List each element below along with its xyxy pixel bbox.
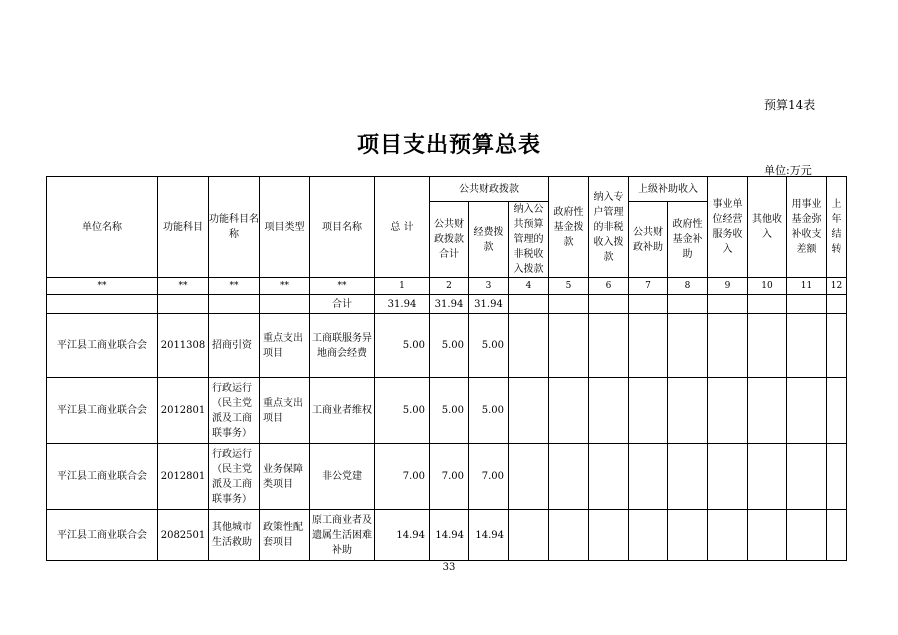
row-type: 业务保障类项目 bbox=[260, 444, 310, 510]
index-cell: ** bbox=[310, 278, 375, 295]
row-unit: 平江县工商业联合会 bbox=[47, 510, 158, 561]
sum-total: 31.94 bbox=[375, 295, 430, 314]
row-unit: 平江县工商业联合会 bbox=[47, 444, 158, 510]
row-expense: 14.94 bbox=[469, 510, 509, 561]
header-row-1 bbox=[47, 177, 847, 202]
header-public-budget-nontax: 纳入公共预算管理的非税收入拨款 bbox=[509, 202, 549, 278]
row-code: 2011308 bbox=[158, 314, 209, 378]
index-cell: 7 bbox=[629, 278, 668, 295]
sum-label: 合计 bbox=[310, 295, 375, 314]
row-total: 14.94 bbox=[375, 510, 430, 561]
index-cell: 8 bbox=[668, 278, 708, 295]
table-row bbox=[47, 378, 847, 444]
row-expense: 5.00 bbox=[469, 314, 509, 378]
row-type: 重点支出项目 bbox=[260, 314, 310, 378]
row-subject: 行政运行（民主党派及工商联事务） bbox=[209, 378, 260, 444]
row-project: 工商联服务异地商会经费 bbox=[310, 314, 375, 378]
row-pf-total: 5.00 bbox=[430, 314, 469, 378]
page-number: 33 bbox=[442, 562, 456, 573]
table-row bbox=[47, 444, 847, 510]
index-row bbox=[47, 278, 847, 295]
row-unit: 平江县工商业联合会 bbox=[47, 378, 158, 444]
sum-pf-total: 31.94 bbox=[430, 295, 469, 314]
row-expense: 7.00 bbox=[469, 444, 509, 510]
index-cell: ** bbox=[209, 278, 260, 295]
header-special-nontax: 纳入专户管理的非税收入拨款 bbox=[589, 177, 629, 278]
page-title: 项目支出预算总表 bbox=[356, 132, 541, 158]
header-carryover: 上年结转 bbox=[827, 177, 847, 278]
header-public-finance: 公共财政拨款 bbox=[430, 177, 549, 202]
index-cell: 12 bbox=[827, 278, 847, 295]
header-fund-offset: 用事业基金弥补收支差额 bbox=[787, 177, 827, 278]
row-expense: 5.00 bbox=[469, 378, 509, 444]
header-business-income: 事业单位经营服务收入 bbox=[708, 177, 748, 278]
header-public-finance-subsidy: 公共财政补助 bbox=[629, 202, 668, 278]
row-type: 政策性配套项目 bbox=[260, 510, 310, 561]
index-cell: ** bbox=[47, 278, 158, 295]
row-subject: 行政运行（民主党派及工商联事务） bbox=[209, 444, 260, 510]
row-pf-total: 14.94 bbox=[430, 510, 469, 561]
table-row bbox=[47, 314, 847, 378]
header-other-income: 其他收入 bbox=[748, 177, 787, 278]
header-func-subject: 功能科目 bbox=[158, 177, 209, 278]
budget-table bbox=[46, 176, 847, 561]
unit-label: 单位:万元 bbox=[764, 164, 812, 177]
row-total: 5.00 bbox=[375, 378, 430, 444]
header-project-type: 项目类型 bbox=[260, 177, 310, 278]
sum-expense: 31.94 bbox=[469, 295, 509, 314]
sum-row bbox=[47, 295, 847, 314]
row-pf-total: 5.00 bbox=[430, 378, 469, 444]
index-cell: 3 bbox=[469, 278, 509, 295]
row-type: 重点支出项目 bbox=[260, 378, 310, 444]
index-cell: ** bbox=[260, 278, 310, 295]
row-total: 5.00 bbox=[375, 314, 430, 378]
header-total: 总 计 bbox=[375, 177, 430, 278]
header-project-name: 项目名称 bbox=[310, 177, 375, 278]
header-gov-fund: 政府性基金拨款 bbox=[549, 177, 589, 278]
header-public-finance-total: 公共财政拨款合计 bbox=[430, 202, 469, 278]
header-expense-alloc: 经费拨款 bbox=[469, 202, 509, 278]
index-cell: 11 bbox=[787, 278, 827, 295]
row-pf-total: 7.00 bbox=[430, 444, 469, 510]
index-cell: 1 bbox=[375, 278, 430, 295]
row-project: 非公党建 bbox=[310, 444, 375, 510]
row-project: 工商业者维权 bbox=[310, 378, 375, 444]
index-cell: 5 bbox=[549, 278, 589, 295]
row-project: 原工商业者及遗属生活困难补助 bbox=[310, 510, 375, 561]
row-subject: 其他城市生活救助 bbox=[209, 510, 260, 561]
index-cell: 4 bbox=[509, 278, 549, 295]
index-cell: ** bbox=[158, 278, 209, 295]
row-total: 7.00 bbox=[375, 444, 430, 510]
table-row bbox=[47, 510, 847, 561]
header-gov-fund-subsidy: 政府性基金补助 bbox=[668, 202, 708, 278]
index-cell: 9 bbox=[708, 278, 748, 295]
row-unit: 平江县工商业联合会 bbox=[47, 314, 158, 378]
index-cell: 6 bbox=[589, 278, 629, 295]
row-code: 2012801 bbox=[158, 444, 209, 510]
row-code: 2012801 bbox=[158, 378, 209, 444]
index-cell: 2 bbox=[430, 278, 469, 295]
header-func-subject-name: 功能科目名称 bbox=[209, 177, 260, 278]
table-tag: 预算14表 bbox=[764, 98, 816, 112]
row-code: 2082501 bbox=[158, 510, 209, 561]
header-unit-name: 单位名称 bbox=[47, 177, 158, 278]
header-upper-subsidy: 上级补助收入 bbox=[629, 177, 708, 202]
index-cell: 10 bbox=[748, 278, 787, 295]
row-subject: 招商引资 bbox=[209, 314, 260, 378]
